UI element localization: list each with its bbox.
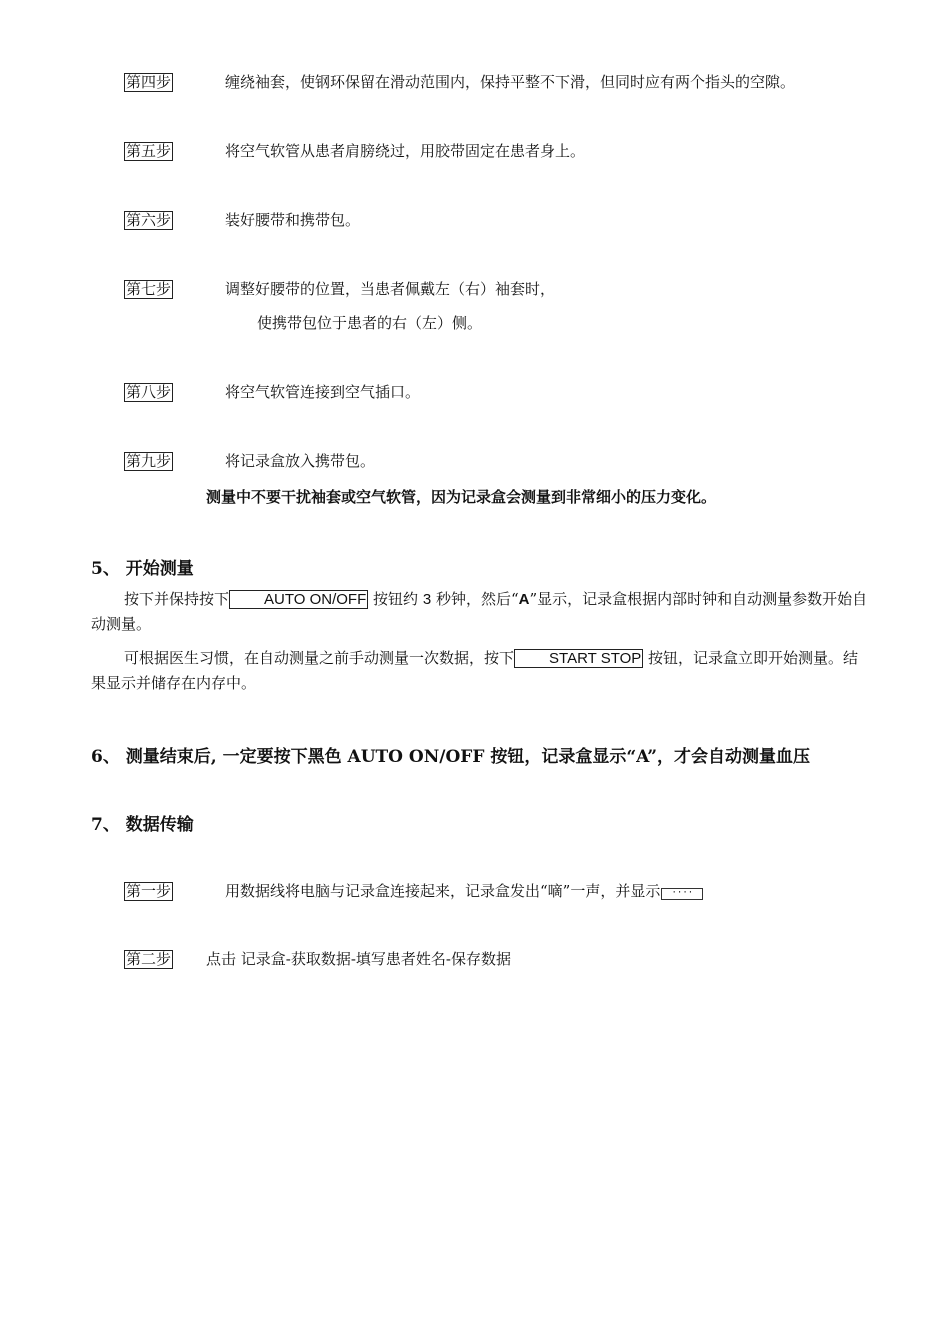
step-7 <box>124 280 884 336</box>
step-text: 缠绕袖套，使钢环保留在滑动范围内，保持平整不下滑，但同时应有两个指头的空隙。 <box>225 73 796 91</box>
paragraph-manual-measure <box>91 646 871 696</box>
text-segment: 按钮，记录盒立即开始测量。结果显示并储存在内存中。 <box>91 649 859 692</box>
step-6 <box>124 211 884 231</box>
transfer-step-2 <box>124 950 884 970</box>
step-tag: 第二步 <box>126 950 172 968</box>
paragraph-auto-measure <box>91 587 871 637</box>
step-tag: 第五步 <box>126 142 172 160</box>
step-text: 将空气软管连接到空气插口。 <box>225 383 421 401</box>
text-segment: 可根据医生习惯，在自动测量之前手动测量一次数据，按下 <box>124 649 515 667</box>
step-tag: 第八步 <box>126 383 172 401</box>
section-6-heading: 6、 测量结束后, 一定要按下黑色 AUTO ON/OFF 按钮，记录盒显示“A”，才会自动测量血压 <box>91 747 811 767</box>
step-text <box>225 882 703 900</box>
step-text: 将空气软管从患者肩膀绕过，用胶带固定在患者身上。 <box>225 142 586 160</box>
step-tag: 第七步 <box>126 280 172 298</box>
step-tag: 第一步 <box>126 882 172 900</box>
display-letter: A <box>518 591 530 608</box>
step-tag: 第九步 <box>126 452 172 470</box>
seconds-number: 3 <box>422 591 432 608</box>
text-segment: 秒钟，然后“ <box>435 590 519 608</box>
start-stop-button-label: START STOP <box>514 649 643 668</box>
text-segment: ”显示，记录盒根据内部时钟和自动测量参数开始自动测量。 <box>91 590 868 633</box>
section-5-heading: 5、 开始测量 <box>91 559 194 579</box>
step-text: 将记录盒放入携带包。 <box>225 452 376 470</box>
display-dots-icon: ···· <box>661 888 703 900</box>
step-text: 装好腰带和携带包。 <box>225 211 361 229</box>
step-9 <box>124 452 884 472</box>
text-segment: 按钮约 <box>373 590 419 608</box>
step-text: 调整好腰带的位置，当患者佩戴左（右）袖套时， <box>225 280 556 298</box>
section-7-heading: 7、 数据传输 <box>91 815 194 835</box>
section-5-body <box>91 587 871 696</box>
step-text: 点击 记录盒-获取数据-填写患者姓名-保存数据 <box>206 950 511 968</box>
step-text-continued: 使携带包位于患者的右（左）侧。 <box>257 314 483 332</box>
step-tag: 第四步 <box>126 73 172 91</box>
step-tag: 第六步 <box>126 211 172 229</box>
transfer-step-1 <box>124 882 884 902</box>
warning-note: 测量中不要干扰袖套或空气软管，因为记录盒会测量到非常细小的压力变化。 <box>206 488 717 506</box>
step-5 <box>124 142 884 162</box>
text-segment: 按下并保持按下 <box>124 590 230 608</box>
auto-on-off-button-label: AUTO ON/OFF <box>229 590 368 609</box>
step-4 <box>124 73 884 93</box>
text-segment: 用数据线将电脑与记录盒连接起来，记录盒发出“嘀”一声，并显示 <box>225 882 661 900</box>
step-8 <box>124 383 884 403</box>
